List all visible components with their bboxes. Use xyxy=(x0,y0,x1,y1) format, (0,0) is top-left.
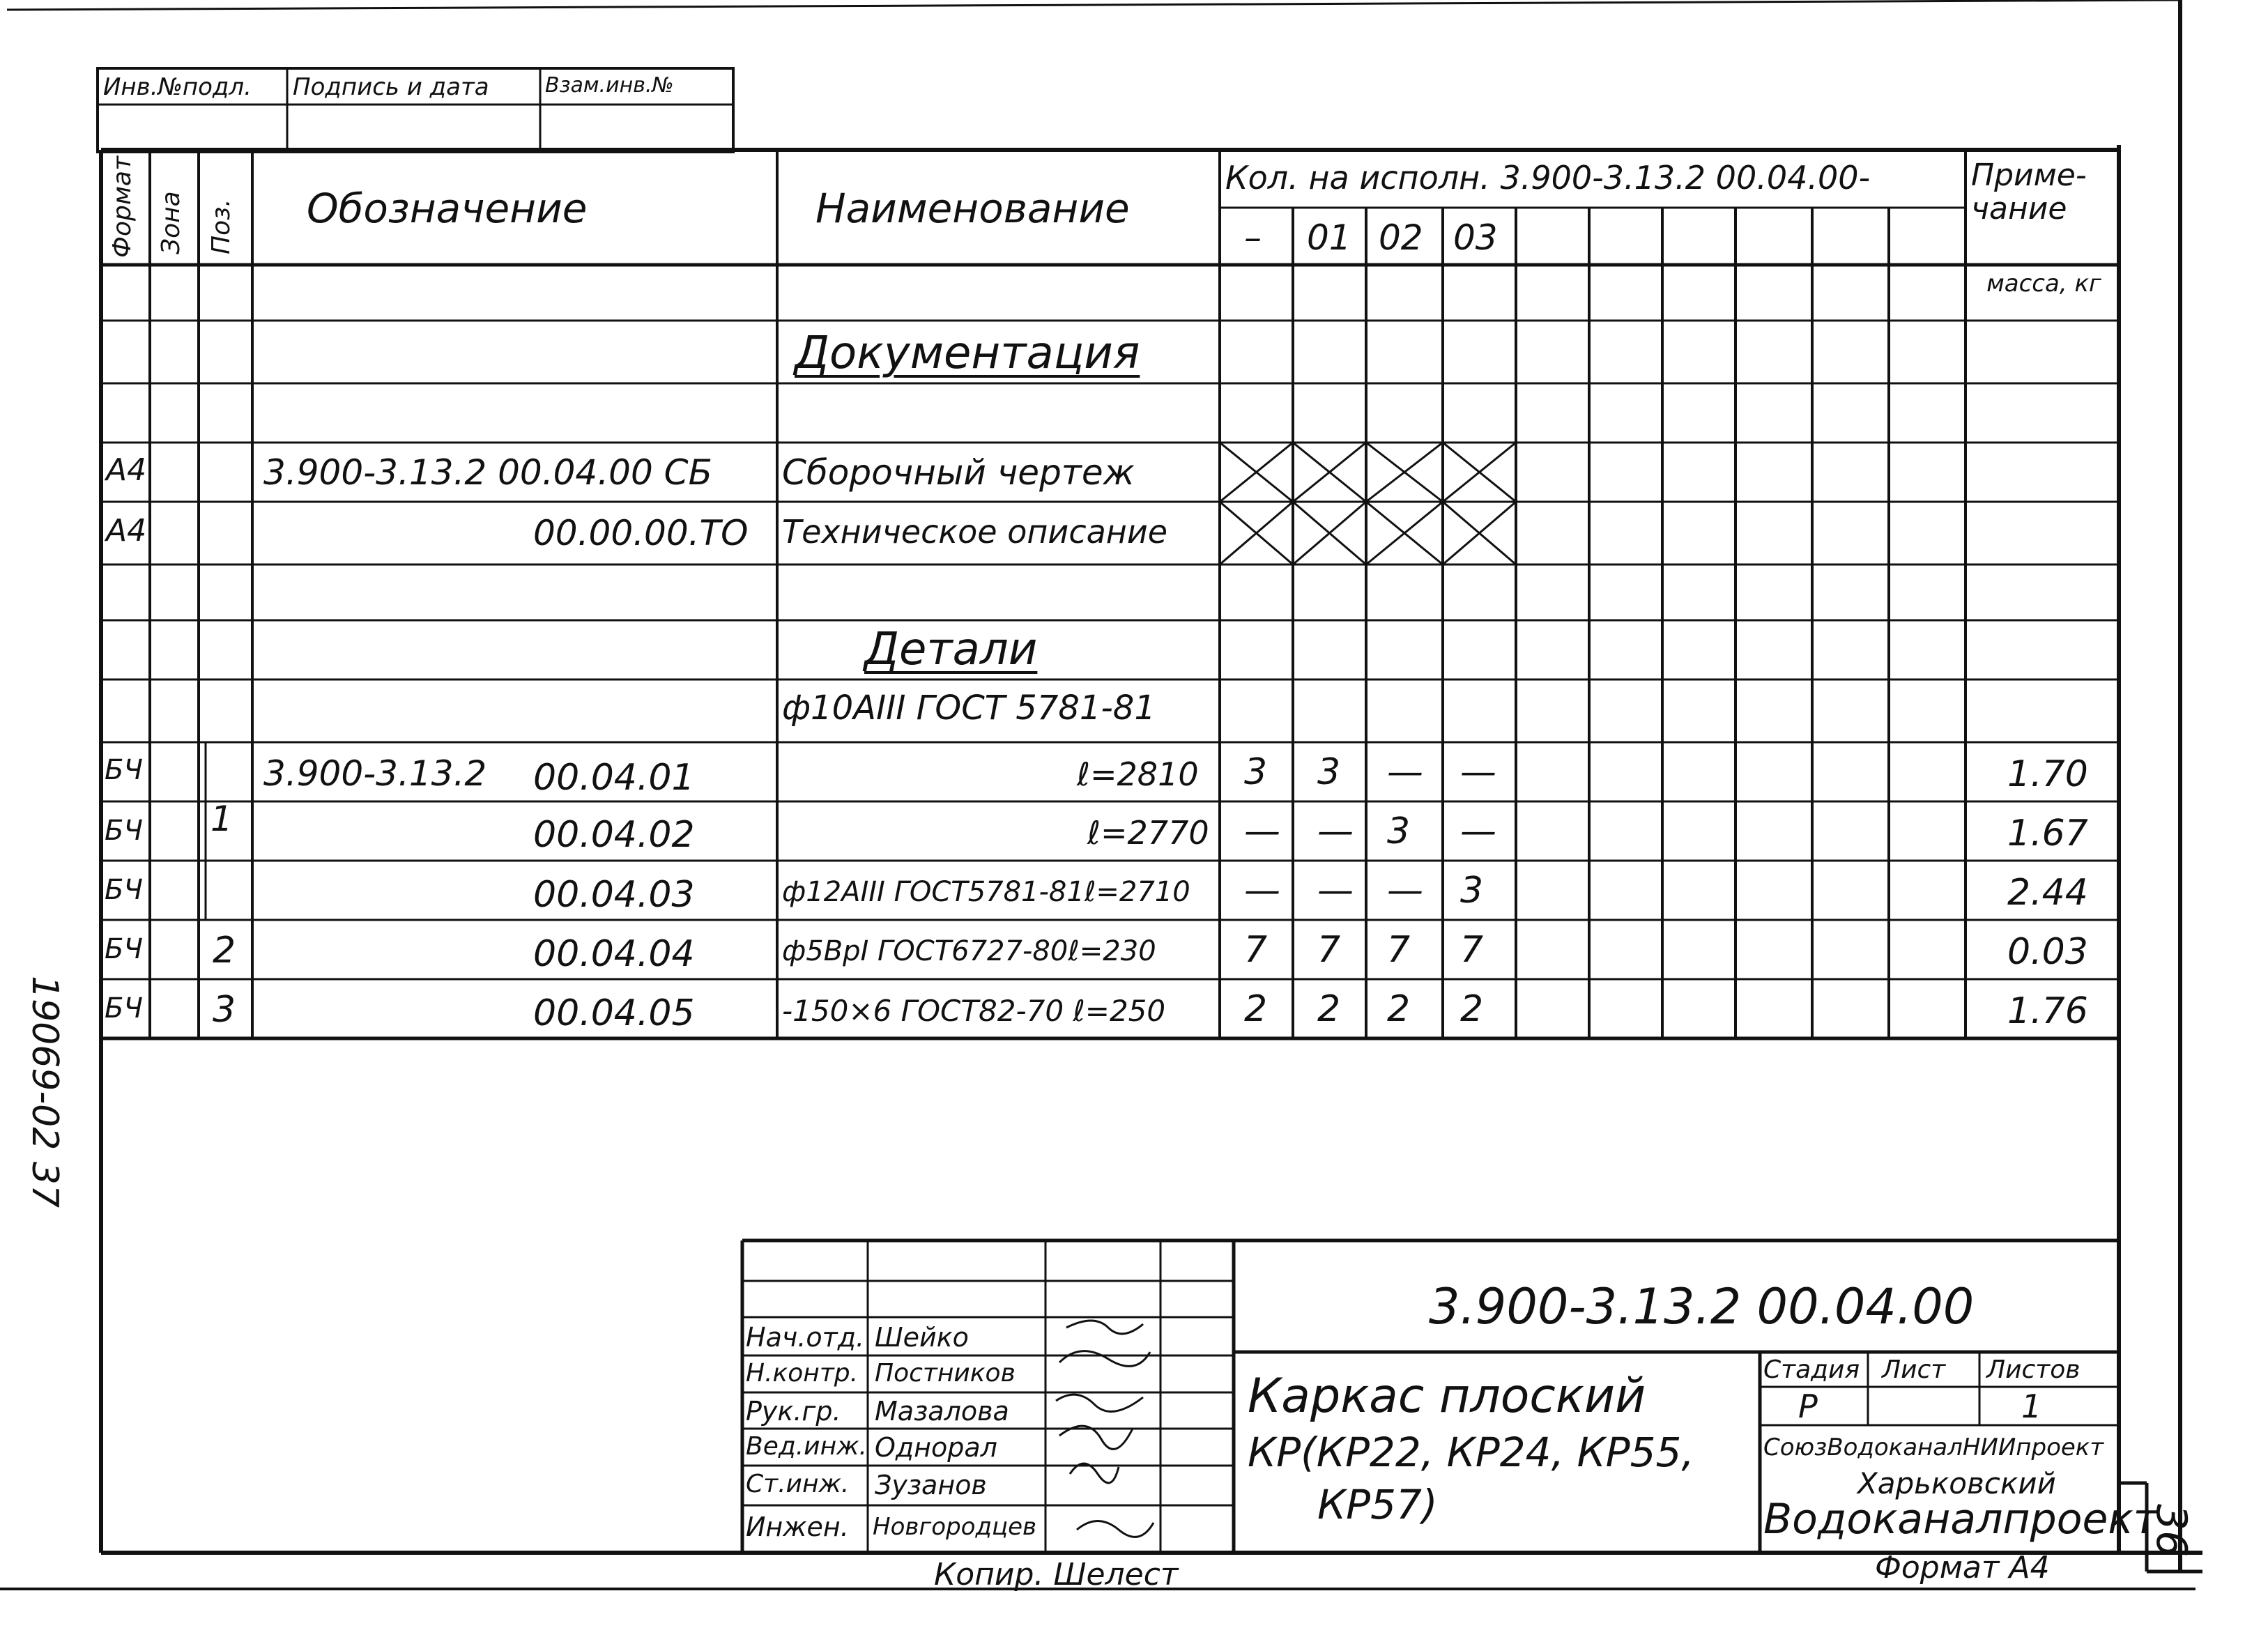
paper-format: Формат А4 xyxy=(1875,1550,2050,1585)
row-qty: — xyxy=(1460,811,1496,852)
doc-row-designation: 3.900-3.13.2 00.04.00 СБ xyxy=(263,452,712,493)
row-format: БЧ xyxy=(105,992,143,1024)
row-format: БЧ xyxy=(105,754,143,786)
row-name: ℓ=2810 xyxy=(1077,755,1199,793)
row-qty: 2 xyxy=(1460,988,1484,1030)
stage-value: Р xyxy=(1798,1388,1818,1425)
header-name: Наименование xyxy=(815,185,1130,232)
stage-label: Стадия xyxy=(1763,1355,1860,1384)
header-mass-unit: масса, кг xyxy=(1986,270,2101,298)
sheets-label: Листов xyxy=(1986,1355,2081,1384)
doc-row-name: Сборочный чертеж xyxy=(782,452,1135,493)
signer-role: Ст.инж. xyxy=(746,1470,850,1498)
row-qty: 3 xyxy=(1460,870,1484,912)
title-line-2: КР(КР22, КР24, КР55, xyxy=(1248,1429,1694,1476)
row-name: -150×6 ГОСТ82-70 ℓ=250 xyxy=(782,994,1166,1028)
row-qty: — xyxy=(1387,751,1423,793)
row-designation: 00.04.02 xyxy=(533,814,695,856)
row-qty: 7 xyxy=(1387,929,1411,971)
row-pos: 2 xyxy=(213,930,236,971)
row-note: 0.03 xyxy=(2007,931,2088,973)
row-qty: 7 xyxy=(1317,929,1341,971)
page-number: 36 xyxy=(2147,1504,2196,1558)
stamp-replace-label: Взам.инв.№ xyxy=(545,73,674,98)
row-qty: 2 xyxy=(1317,988,1341,1030)
row-pos: 1 xyxy=(210,799,233,839)
org-line-1: СоюзВодоканалНИИпроект xyxy=(1763,1434,2104,1461)
row-name: ℓ=2770 xyxy=(1087,814,1209,852)
row-designation: 00.04.05 xyxy=(533,992,695,1034)
row-name: ф12АIII ГОСТ5781-81ℓ=2710 xyxy=(782,876,1190,908)
section-details: Детали xyxy=(864,624,1038,675)
row-note: 1.70 xyxy=(2007,753,2088,795)
sheet-label: Лист xyxy=(1882,1355,1946,1384)
row-note: 2.44 xyxy=(2007,872,2088,914)
row-designation: 00.04.04 xyxy=(533,933,695,975)
material-row: ф10АIII ГОСТ 5781-81 xyxy=(782,689,1156,728)
row-designation-prefix: 3.900-3.13.2 xyxy=(263,753,487,794)
row-qty: 3 xyxy=(1244,751,1268,793)
signer-role: Инжен. xyxy=(746,1512,849,1542)
doc-row-format: А4 xyxy=(106,452,147,488)
row-pos: 3 xyxy=(213,989,236,1031)
header-qty-title: Кол. на исполн. 3.900-3.13.2 00.04.00- xyxy=(1225,159,1871,197)
header-format: Формат xyxy=(108,155,137,258)
signer-name: Зузанов xyxy=(875,1470,987,1500)
row-qty: — xyxy=(1460,751,1496,793)
doc-row-format: А4 xyxy=(106,513,147,548)
row-qty: 2 xyxy=(1387,988,1411,1030)
header-qty-col-1: 01 xyxy=(1307,217,1351,258)
section-documentation: Документация xyxy=(795,328,1140,379)
stamp-signature-label: Подпись и дата xyxy=(293,73,489,101)
row-format: БЧ xyxy=(105,874,143,906)
copied-by: Копир. Шелест xyxy=(934,1557,1179,1592)
org-line-2: Харьковский xyxy=(1857,1466,2056,1500)
row-designation: 00.04.01 xyxy=(533,757,695,799)
signer-name: Постников xyxy=(875,1359,1016,1388)
side-archive-code: 19069-02 37 xyxy=(24,976,66,1208)
row-format: БЧ xyxy=(105,933,143,965)
doc-row-name: Техническое описание xyxy=(782,513,1168,551)
signer-name: Шейко xyxy=(875,1322,969,1353)
title-line-1: Каркас плоский xyxy=(1248,1369,1646,1424)
row-note: 1.67 xyxy=(2007,813,2088,854)
row-qty: — xyxy=(1244,811,1280,852)
row-format: БЧ xyxy=(105,815,143,847)
signer-name: Мазалова xyxy=(875,1396,1009,1427)
org-line-3: Водоканалпроект xyxy=(1763,1495,2158,1544)
header-note: Приме-чание xyxy=(1971,158,2087,227)
signer-role: Вед.инж. xyxy=(746,1432,867,1461)
row-qty: 7 xyxy=(1460,929,1484,971)
title-line-3: КР57) xyxy=(1317,1481,1438,1528)
row-qty: — xyxy=(1317,870,1354,912)
row-designation: 00.04.03 xyxy=(533,874,695,916)
row-note: 1.76 xyxy=(2007,990,2088,1032)
doc-row-designation: 00.00.00.ТО xyxy=(533,513,749,553)
signer-name: Новгородцев xyxy=(873,1513,1037,1541)
row-qty: — xyxy=(1244,870,1280,912)
signer-name: Однорал xyxy=(875,1432,997,1463)
row-qty: — xyxy=(1317,811,1354,852)
signer-role: Рук.гр. xyxy=(746,1396,841,1427)
document-code: 3.900-3.13.2 00.04.00 xyxy=(1429,1278,1975,1335)
row-qty: — xyxy=(1387,870,1423,912)
header-zone: Зона xyxy=(157,191,185,254)
row-qty: 2 xyxy=(1244,988,1268,1030)
sheets-value: 1 xyxy=(2021,1388,2042,1425)
header-qty-col-2: 02 xyxy=(1379,217,1423,258)
row-qty: 7 xyxy=(1244,929,1268,971)
header-qty-col-0: – xyxy=(1244,217,1262,258)
row-qty: 3 xyxy=(1317,751,1341,793)
row-qty: 3 xyxy=(1387,811,1411,852)
header-qty-col-3: 03 xyxy=(1453,217,1498,258)
stamp-inv-label: Инв.№подл. xyxy=(103,73,252,101)
signer-role: Н.контр. xyxy=(746,1359,859,1388)
header-pos: Поз. xyxy=(207,199,236,254)
signer-role: Нач.отд. xyxy=(746,1322,865,1353)
row-name: ф5ВрI ГОСТ6727-80ℓ=230 xyxy=(782,935,1156,967)
header-designation: Обозначение xyxy=(307,185,588,232)
